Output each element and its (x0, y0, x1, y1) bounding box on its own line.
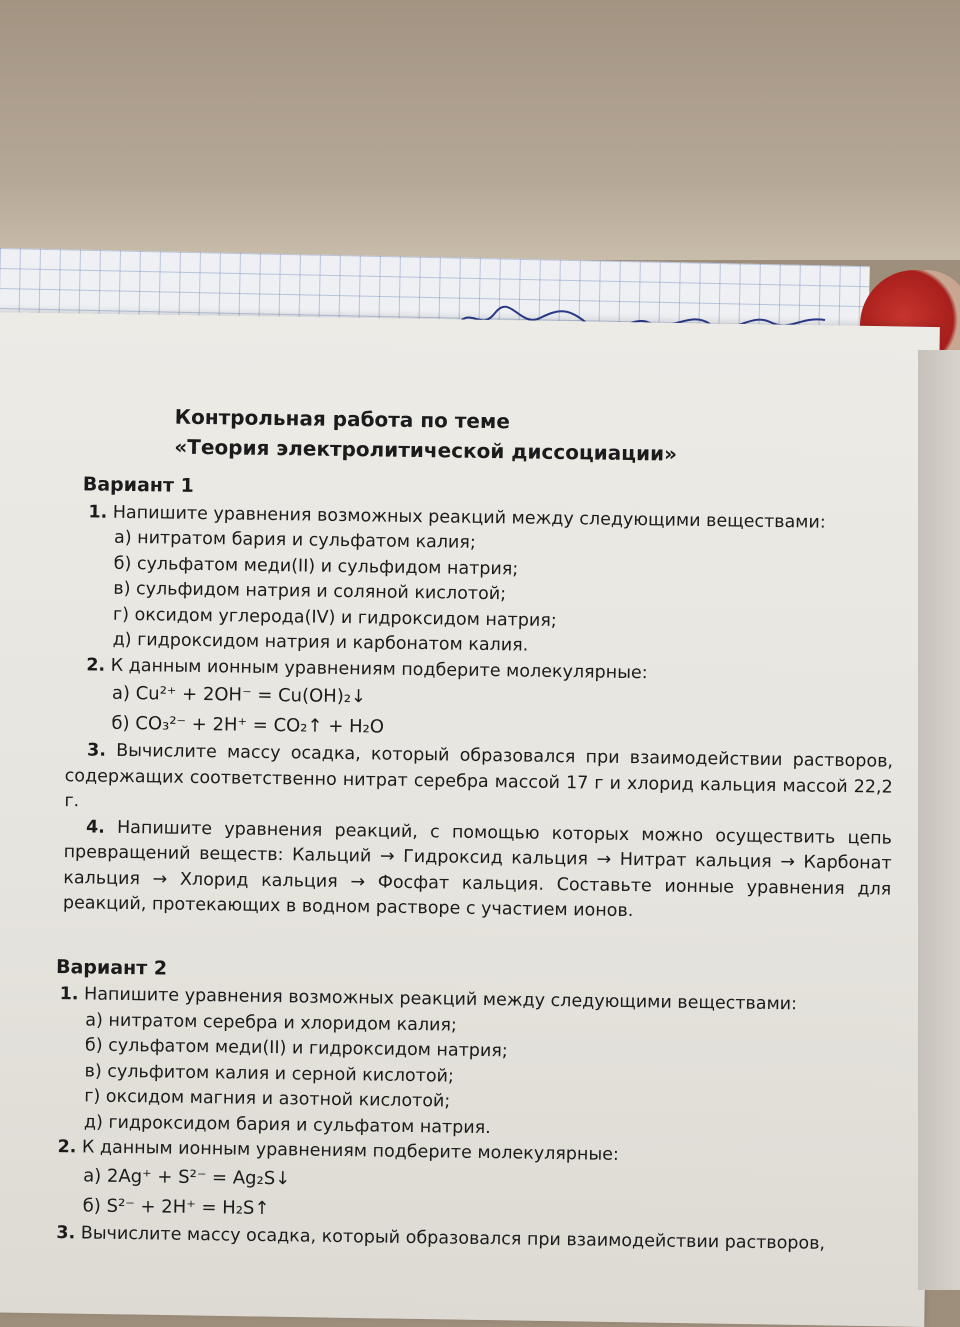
v2-task-1-b: б) сульфатом меди(II) и гидроксидом натрия; (84, 1035, 508, 1062)
task-text: Вычислите массу осадка, который образовался при взаимодействии растворов, (80, 1222, 826, 1254)
v2-task-1-c: в) сульфитом калия и серной кислотой; (84, 1060, 455, 1087)
task-number: 3. (56, 1222, 76, 1243)
page-title-line-1: Контрольная работа по теме (174, 404, 511, 434)
task-text: Вычислите массу осадка, который образовался при взаимодействии растворов, содержащих соответственно нитрат серебра массой 17 г и хлорид кальция массой 22,2 г. (64, 740, 894, 812)
task-number: 3. (86, 740, 107, 761)
task-number: 4. (85, 816, 106, 838)
v1-task-3 (64, 738, 893, 826)
v1-task-1-a: а) нитратом бария и сульфатом калия; (113, 527, 476, 553)
v2-task-1-a: а) нитратом серебра и хлоридом калия; (85, 1009, 458, 1036)
background-wall (0, 0, 960, 260)
task-number: 2. (86, 654, 106, 676)
v1-task-1-e: д) гидроксидом натрия и карбонатом калия. (112, 629, 529, 656)
v1-task-1-c: в) сульфидом натрия и соляной кислотой; (113, 578, 507, 605)
v2-task-2-a: а) 2Ag⁺ + S²⁻ = Ag₂S↓ (83, 1164, 291, 1189)
variant-1 (51, 472, 897, 928)
v1-task-2-b: б) CO₃²⁻ + 2H⁺ = CO₂↑ + H₂O (111, 712, 385, 738)
v2-task-1-d: г) оксидом магния и азотной кислотой; (84, 1086, 451, 1112)
task-text: Напишите уравнения возможных реакций между следующими веществами: (83, 984, 798, 1015)
variant-2 (46, 954, 890, 1257)
v1-task-2-a: а) Cu²⁺ + 2OH⁻ = Cu(OH)₂↓ (111, 682, 367, 708)
book-page-edge (918, 350, 960, 1290)
v2-task-2-b: б) S²⁻ + 2H⁺ = H₂S↑ (82, 1194, 270, 1219)
task-text: Напишите уравнения возможных реакций между следующими веществами: (112, 502, 826, 533)
v1-task-1-b: б) сульфатом меди(II) и сульфидом натрия; (113, 553, 519, 579)
v1-task-4 (63, 815, 892, 929)
v2-task-1-e: д) гидроксидом бария и сульфатом натрия. (83, 1111, 491, 1138)
task-number: 1. (59, 984, 79, 1005)
variant-1-heading: Вариант 1 (82, 473, 194, 497)
task-number: 1. (88, 501, 108, 523)
task-text: К данным ионным уравнениям подберите молекулярные: (110, 655, 648, 683)
page-content (46, 400, 898, 1258)
task-number: 2. (57, 1137, 77, 1158)
task-text: К данным ионным уравнениям подберите молекулярные: (81, 1137, 620, 1165)
v1-task-1-d: г) оксидом углерода(IV) и гидроксидом натрия; (112, 604, 557, 631)
page-title-line-2: «Теория электролитической диссоциации» (174, 434, 678, 466)
variant-2-heading: Вариант 2 (55, 955, 168, 980)
task-text: Напишите уравнения реакций, с помощью которых можно осуществить цепь превращений веществ: Кальций → Гидроксид кальция → Нитрат кальция → Карбонат кальция → Хлорид кальция → Фосфат кальция. Составьте ионные уравнения для реакций, протекающих в водном растворе с участием ионов. (62, 817, 893, 922)
